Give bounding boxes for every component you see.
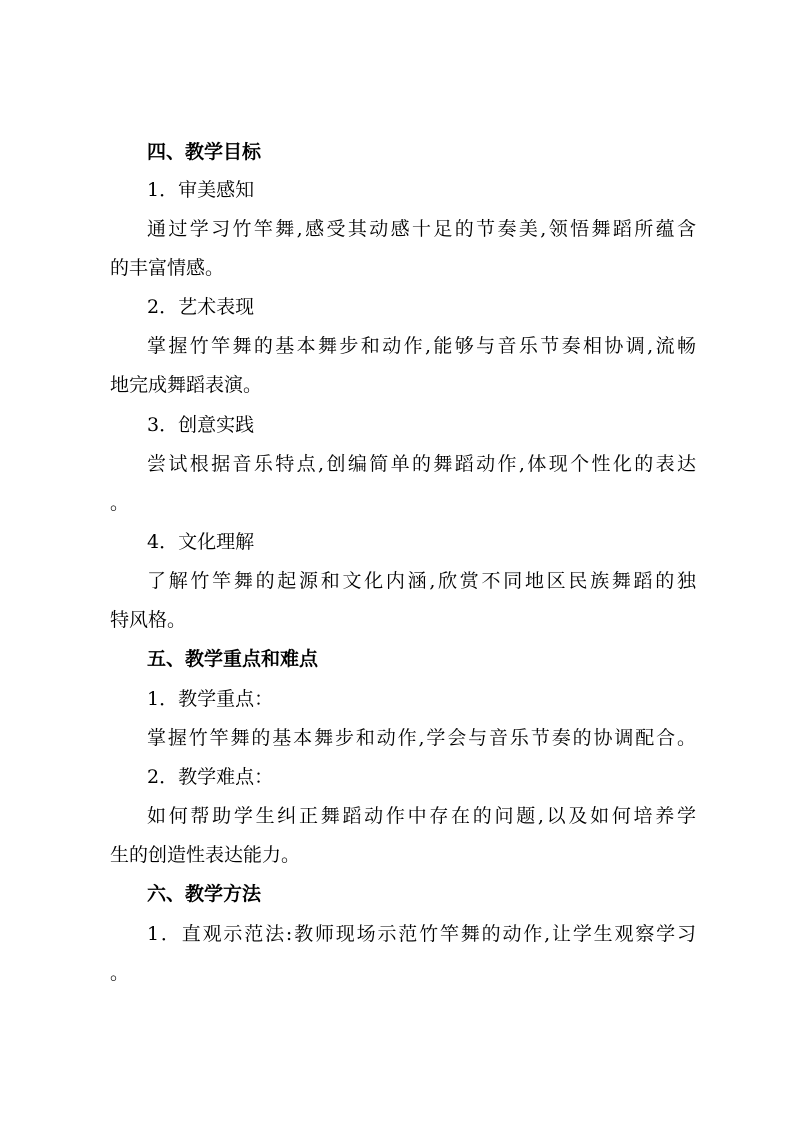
item-title: 1．教学重点： — [147, 688, 274, 710]
body-text-line: 。 — [110, 492, 130, 514]
item-title: 1．直观示范法:教师现场示范竹竿舞的动作,让学生观察学习 — [147, 923, 696, 945]
item-title: 2．教学难点： — [147, 766, 274, 788]
body-text-line: 地完成舞蹈表演。 — [110, 374, 263, 396]
section-heading: 四、教学目标 — [147, 141, 262, 163]
body-text-line: 生的创造性表达能力。 — [110, 844, 301, 866]
body-text-line: 尝试根据音乐特点,创编简单的舞蹈动作,体现个性化的表达 — [147, 453, 696, 475]
body-text-line: 如何帮助学生纠正舞蹈动作中存在的问题,以及如何培养学 — [147, 805, 696, 827]
body-text-line: 。 — [110, 962, 130, 984]
body-text-line: 了解竹竿舞的起源和文化内涵,欣赏不同地区民族舞蹈的独 — [147, 570, 696, 592]
body-text-line: 特风格。 — [110, 609, 187, 631]
body-text-line: 掌握竹竿舞的基本舞步和动作,学会与音乐节奏的协调配合。 — [147, 727, 696, 749]
item-title: 2．艺术表现 — [147, 296, 255, 318]
item-title: 3．创意实践 — [147, 414, 255, 436]
body-text-line: 掌握竹竿舞的基本舞步和动作,能够与音乐节奏相协调,流畅 — [147, 335, 696, 357]
body-text-line: 通过学习竹竿舞,感受其动感十足的节奏美,领悟舞蹈所蕴含 — [147, 218, 696, 240]
section-heading: 五、教学重点和难点 — [147, 648, 319, 670]
body-text-line: 的丰富情感。 — [110, 257, 225, 279]
section-heading: 六、教学方法 — [147, 883, 262, 905]
item-title: 4．文化理解 — [147, 531, 255, 553]
item-title: 1．审美感知 — [147, 179, 255, 201]
